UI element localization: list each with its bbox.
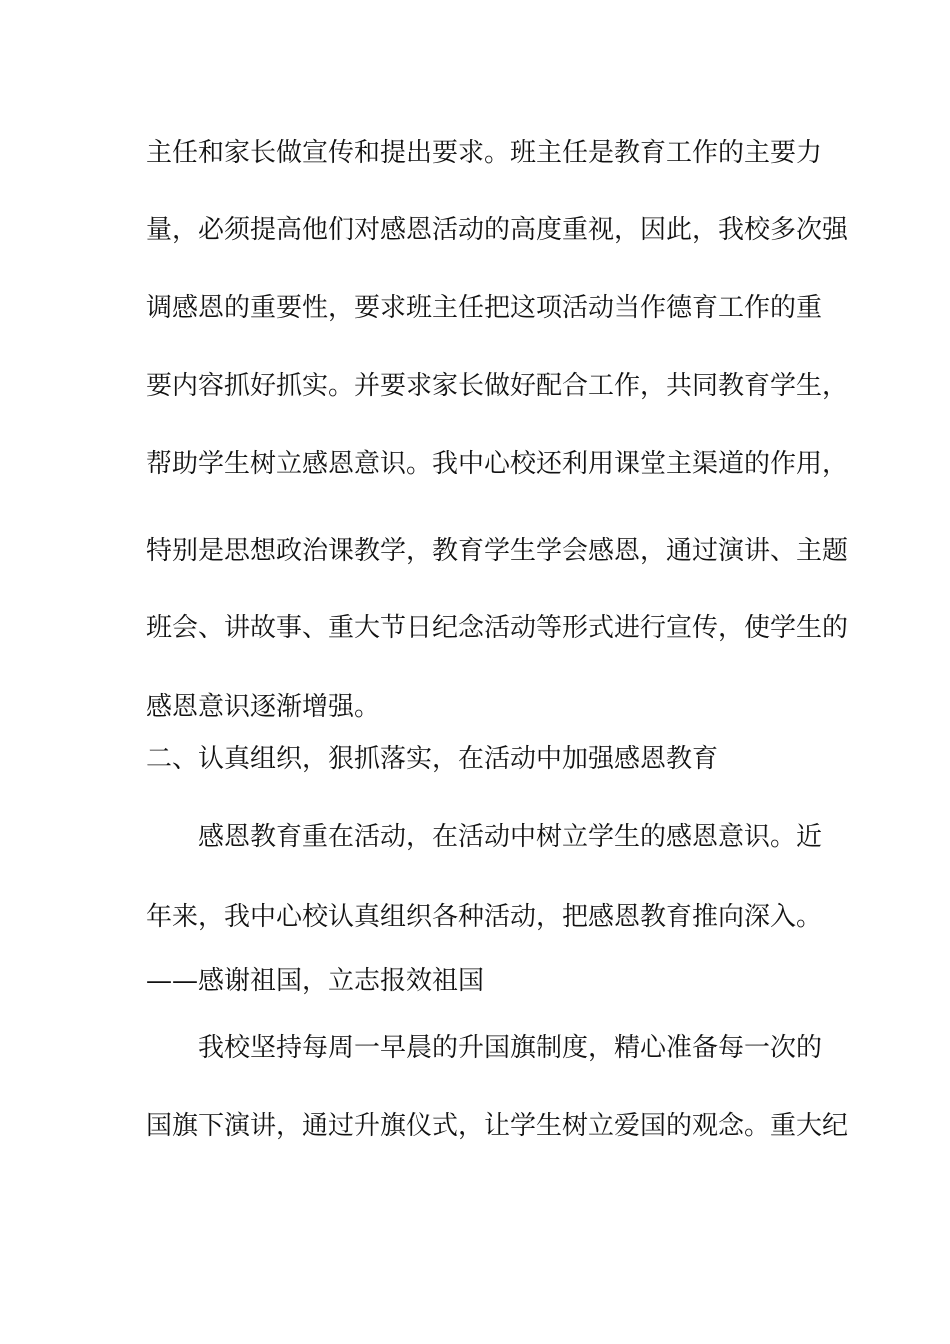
paragraph-line: 主任和家长做宣传和提出要求。班主任是教育工作的主要力: [146, 138, 823, 168]
paragraph-line: 特别是思想政治课教学，教育学生学会感恩，通过演讲、主题: [146, 536, 849, 566]
paragraph-line: 感恩教育重在活动，在活动中树立学生的感恩意识。近: [198, 822, 823, 852]
paragraph-line: 要内容抓好抓实。并要求家长做好配合工作，共同教育学生，: [146, 371, 849, 401]
paragraph-line: 调感恩的重要性，要求班主任把这项活动当作德育工作的重: [146, 293, 823, 323]
paragraph-line: 年来，我中心校认真组织各种活动，把感恩教育推向深入。: [146, 902, 823, 932]
subsection-heading: ——感谢祖国，立志报效祖国: [146, 966, 485, 996]
paragraph-line: 帮助学生树立感恩意识。我中心校还利用课堂主渠道的作用，: [146, 449, 849, 479]
paragraph-line: 班会、讲故事、重大节日纪念活动等形式进行宣传，使学生的: [146, 613, 849, 643]
paragraph-line: 量，必须提高他们对感恩活动的高度重视，因此，我校多次强: [146, 215, 849, 245]
section-heading: 二、认真组织，狠抓落实，在活动中加强感恩教育: [146, 744, 719, 774]
paragraph-line: 我校坚持每周一早晨的升国旗制度，精心准备每一次的: [198, 1033, 823, 1063]
paragraph-line: 国旗下演讲，通过升旗仪式，让学生树立爱国的观念。重大纪: [146, 1111, 849, 1141]
paragraph-line: 感恩意识逐渐增强。: [146, 692, 381, 722]
